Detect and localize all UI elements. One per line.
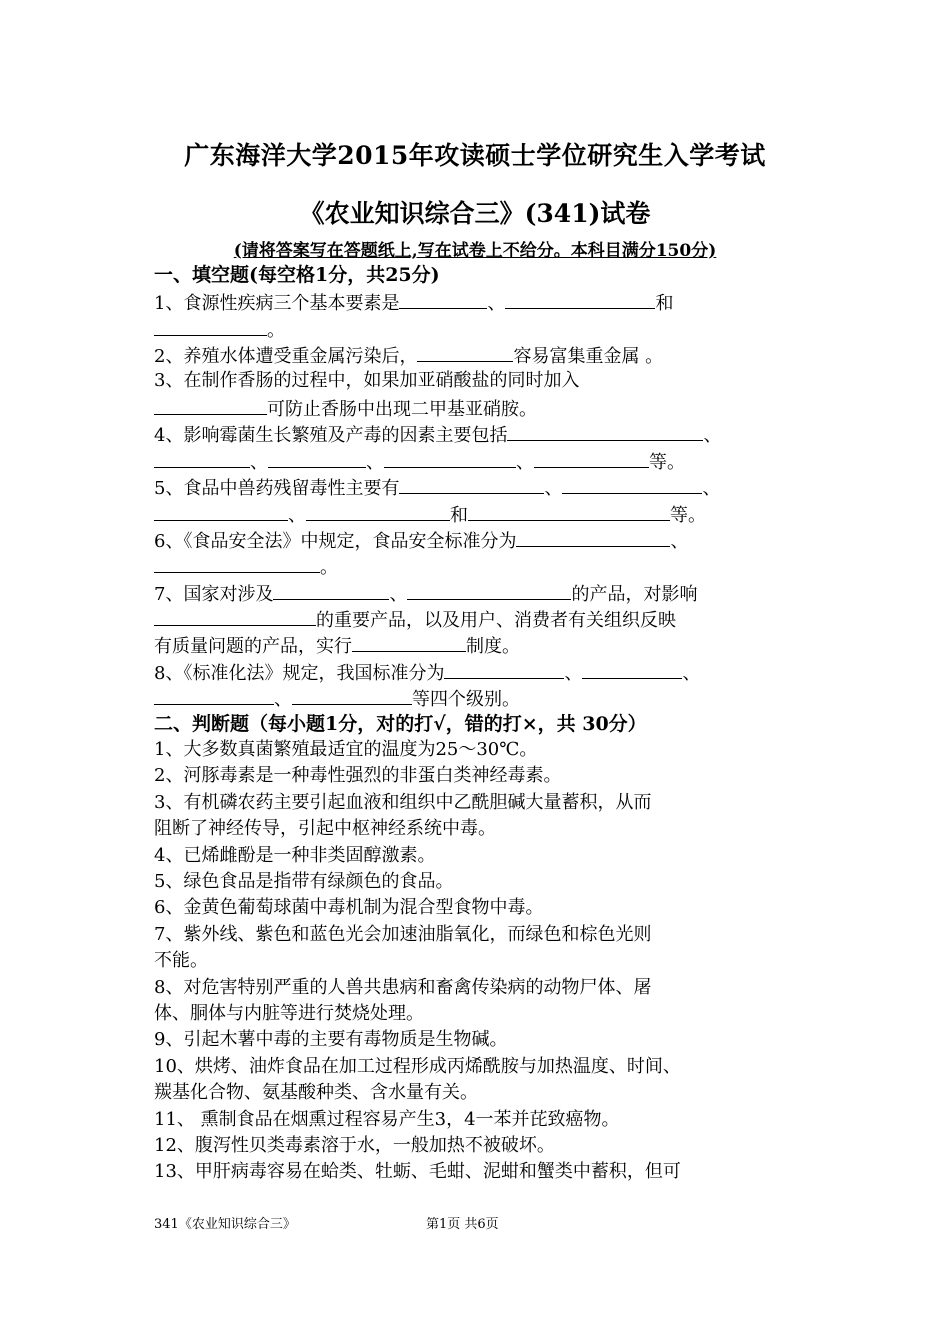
q7-text-a: 7、国家对涉及	[154, 583, 274, 605]
q5-text-d: 、	[288, 504, 306, 526]
q3-line1: 3、在制作香肠的过程中，如果加亚硝酸盐的同时加入	[154, 369, 580, 391]
judge-line: 羰基化合物、氨基酸种类、含水量有关。	[154, 1082, 478, 1104]
answer-blank	[154, 552, 320, 573]
answer-blank	[399, 473, 544, 494]
judge-line: 不能。	[154, 950, 208, 972]
judge-line: 10、烘烤、油炸食品在加工过程形成丙烯酰胺与加热温度、时间、	[154, 1055, 681, 1077]
q8-line1	[154, 658, 814, 684]
answer-blank	[306, 500, 450, 521]
judge-line: 5、绿色食品是指带有绿颜色的食品。	[154, 870, 454, 892]
q2-text-a: 2、养殖水体遭受重金属污染后，	[154, 346, 418, 368]
answer-blank	[154, 500, 288, 521]
q8-text-b: 、	[564, 662, 583, 684]
q7-text-d: 的重要产品，以及用户、消费者有关组织反映	[316, 610, 676, 632]
notice-text: (请将答案写在答题纸上,写在试卷上不给分。本科目满分150分)	[233, 241, 717, 261]
answer-blank	[507, 420, 703, 441]
q5-text-b: 、	[544, 478, 563, 500]
q5-text-a: 5、食品中兽药残留毒性主要有	[154, 478, 400, 500]
answer-blank	[516, 526, 670, 547]
answer-blank	[399, 288, 487, 309]
q3-line2	[154, 394, 814, 420]
answer-blank	[154, 394, 267, 415]
q5-text-c: 、	[702, 478, 721, 500]
q6-text-b: 、	[670, 530, 689, 552]
q4-text-f: 等。	[649, 451, 685, 473]
q5-line2	[154, 500, 814, 526]
answer-blank	[582, 658, 682, 679]
answer-blank	[384, 447, 516, 468]
judge-line: 3、有机磷农药主要引起血液和组织中乙酰胆碱大量蓄积，从而	[154, 791, 652, 813]
answer-blank	[154, 605, 316, 626]
q1-text-d: 。	[267, 319, 285, 341]
judge-line: 9、引起木薯中毒的主要有毒物质是生物碱。	[154, 1029, 508, 1051]
answer-blank	[468, 500, 670, 521]
judge-line: 体、胴体与内脏等进行焚烧处理。	[154, 1002, 424, 1024]
exam-content	[154, 262, 814, 1186]
answer-blank	[154, 447, 250, 468]
judge-line: 2、河豚毒素是一种毒性强烈的非蛋白类神经毒素。	[154, 765, 562, 787]
q5-text-f: 等。	[670, 504, 706, 526]
q8-text-a: 8、《标准化法》规定，我国标准分为	[154, 662, 445, 684]
answer-blank	[417, 341, 513, 362]
q7-line1	[154, 579, 814, 605]
q1-line1	[154, 288, 814, 314]
q6-line1	[154, 526, 814, 552]
q7-text-e: 有质量问题的产品，实行	[154, 636, 352, 658]
section2-heading: 二、判断题（每小题1分，对的打√，错的打×，共 30分）	[154, 712, 647, 735]
answer-blank	[154, 684, 274, 705]
q4-text-c: 、	[250, 451, 268, 473]
q6-text-c: 。	[320, 557, 338, 579]
q2-line	[154, 341, 814, 367]
judge-line: 7、紫外线、紫色和蓝色光会加速油脂氧化，而绿色和棕色光则	[154, 923, 652, 945]
answer-blank	[273, 579, 389, 600]
q7-line2	[154, 605, 814, 631]
section1-heading: 一、填空题(每空格1分，共25分)	[154, 264, 440, 286]
q4-line1	[154, 420, 814, 446]
exam-title: 广东海洋大学2015年攻读硕士学位研究生入学考试	[184, 141, 766, 170]
footer-course: 341《农业知识综合三》	[154, 1217, 296, 1232]
q5-line1	[154, 473, 814, 499]
exam-subtitle: 《农业知识综合三》(341)试卷	[299, 199, 651, 228]
q8-line2	[154, 684, 814, 710]
judge-line: 8、对危害特别严重的人兽共患病和畜禽传染病的动物尸体、屠	[154, 976, 652, 998]
answer-blank	[268, 447, 366, 468]
q4-text-a: 4、影响霉菌生长繁殖及产毒的因素主要包括	[154, 425, 508, 447]
answer-blank	[534, 447, 649, 468]
q7-text-c: 的产品，对影响	[571, 583, 698, 605]
q1-text-a: 1、食源性疾病三个基本要素是	[154, 293, 400, 315]
answer-blank	[352, 631, 466, 652]
q4-text-d: 、	[366, 451, 384, 473]
q4-text-e: 、	[516, 451, 534, 473]
q8-text-e: 等四个级别。	[412, 689, 520, 711]
answer-blank	[562, 473, 702, 494]
q7-line3	[154, 631, 814, 657]
answer-blank	[154, 315, 267, 336]
answer-blank	[505, 288, 655, 309]
q1-text-b: 、	[487, 293, 506, 315]
exam-notice	[0, 236, 950, 261]
judge-line: 4、已烯雌酚是一种非类固醇激素。	[154, 844, 436, 866]
judge-line: 阻断了神经传导，引起中枢神经系统中毒。	[154, 818, 496, 840]
q7-text-b: 、	[389, 583, 408, 605]
footer-page-number: 第1页 共6页	[426, 1217, 499, 1232]
judge-line: 13、甲肝病毒容易在蛤类、牡蛎、毛蚶、泥蚶和蟹类中蓄积，但可	[154, 1161, 681, 1183]
judge-line: 1、大多数真菌繁殖最适宜的温度为25～30℃。	[154, 739, 538, 761]
q1-text-c: 和	[655, 293, 674, 315]
q4-line2	[154, 447, 814, 473]
judge-line: 6、金黄色葡萄球菌中毒机制为混合型食物中毒。	[154, 897, 544, 919]
answer-blank	[292, 684, 412, 705]
q5-text-e: 和	[450, 504, 468, 526]
q7-text-f: 制度。	[466, 636, 520, 658]
q8-text-d: 、	[274, 689, 292, 711]
judge-line: 12、腹泻性贝类毒素溶于水，一般加热不被破坏。	[154, 1134, 555, 1156]
q6-text-a: 6、《食品安全法》中规定，食品安全标准分为	[154, 530, 517, 552]
q1-line2	[154, 315, 814, 341]
q2-text-b: 容易富集重金属 。	[513, 346, 664, 368]
q6-line2	[154, 552, 814, 578]
answer-blank	[444, 658, 564, 679]
judge-line: 11、 熏制食品在烟熏过程容易产生3，4一苯并芘致癌物。	[154, 1108, 620, 1130]
q3-text-b: 可防止香肠中出现二甲基亚硝胺。	[267, 398, 537, 420]
q8-text-c: 、	[682, 662, 701, 684]
q4-text-b: 、	[703, 425, 722, 447]
answer-blank	[407, 579, 571, 600]
